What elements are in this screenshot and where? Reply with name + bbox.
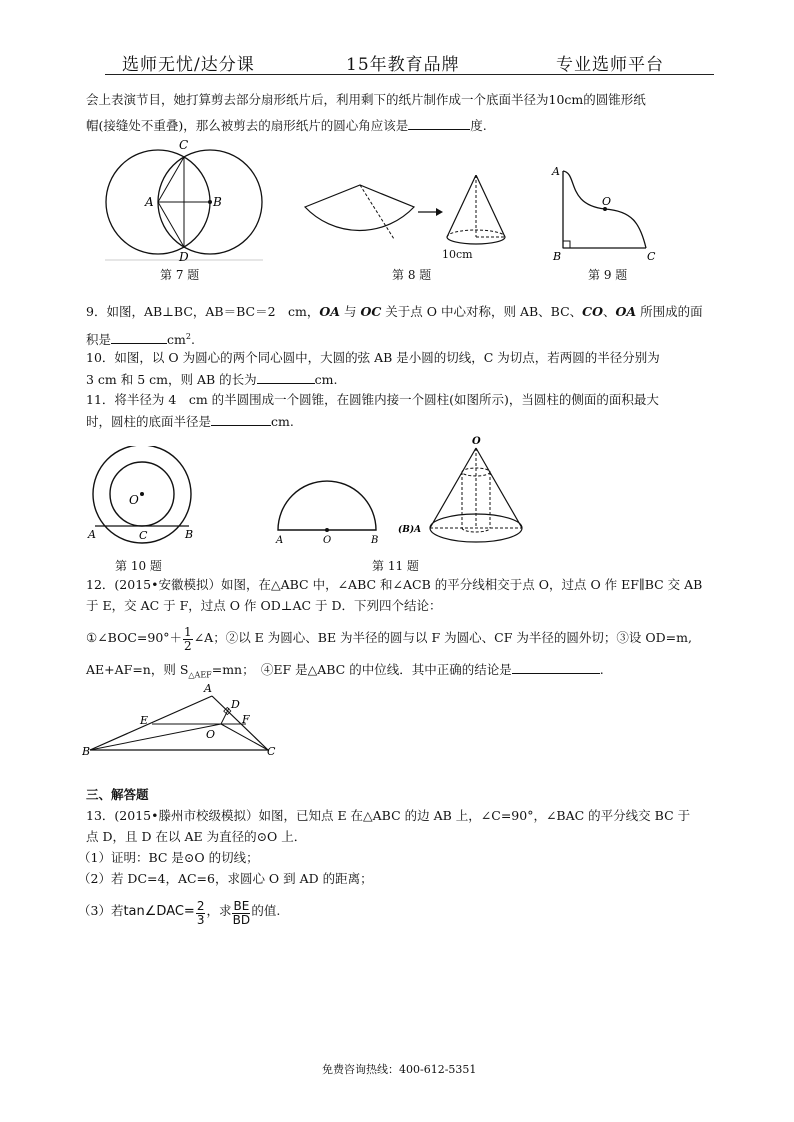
caption-fig7: 第 7 题 <box>160 268 200 282</box>
q9-line-1: 9．如图，AB⊥BC，AB＝BC＝2 cm，OA 与 OC 关于点 O 中心对称，则 AB、BC、CO、OA 所围成的面 <box>86 304 703 319</box>
fig10-center-o <box>140 492 144 496</box>
figure-11 <box>270 475 385 545</box>
fig11-center-o <box>325 528 329 532</box>
fig10-label-c: C <box>139 529 148 542</box>
cone-label-o: O <box>472 436 481 447</box>
q12-line-2: 于 E，交 AC 于 F，过点 O 作 OD⊥AC 于 D．下列四个结论： <box>86 598 442 613</box>
header-left: 选师无忧/达分课 <box>122 55 255 75</box>
fig7-segment-ad <box>158 202 184 247</box>
q13-part-1: （1）证明：BC 是⊙O 的切线； <box>78 850 259 865</box>
figure-9 <box>548 163 658 263</box>
fig8-arrow-head <box>436 208 443 216</box>
footer-hotline: 免费咨询热线：400-612-5351 <box>322 1063 477 1076</box>
fig12-segment-bo <box>90 724 221 750</box>
fig7-label-a: A <box>145 195 154 209</box>
fig10-label-a: A <box>88 528 96 541</box>
figure-10 <box>84 446 204 546</box>
fig7-label-c: C <box>179 138 189 152</box>
figure-7 <box>105 134 265 264</box>
q10-line-1: 10．如图，以 O 为圆心的两个同心圆中，大圆的弦 AB 是小圆的切线，C 为切点，若两圆的半径分别为 <box>86 350 660 365</box>
fig12-label-d: D <box>231 698 240 711</box>
fig12-label-a: A <box>204 682 212 695</box>
figure-12 <box>82 682 282 758</box>
section-3-title: 三、解答题 <box>86 787 149 802</box>
fig11-semicircle <box>278 481 376 530</box>
q12-line-1: 12．(2015•安徽模拟）如图，在△ABC 中，∠ABC 和∠ACB 的平分线相交于点 O，过点 O 作 EF∥BC 交 AB <box>86 577 703 592</box>
fig7-label-d: D <box>179 250 189 264</box>
header-divider <box>105 74 714 75</box>
fig12-label-b: B <box>82 745 91 758</box>
q9-line-2: 积是 $cm^2$. <box>86 332 195 348</box>
fig9-label-o: O <box>602 195 612 208</box>
fig9-right-angle <box>563 241 570 248</box>
fig10-label-b: B <box>185 528 194 541</box>
fig8-cone-right <box>476 175 505 237</box>
fig12-label-e: E <box>140 714 149 727</box>
fig8-label-radius: 10cm <box>442 248 473 261</box>
fig12-side-ab <box>90 696 212 750</box>
q13-line-1: 13．(2015•滕州市校级模拟）如图，已知点 E 在△ABC 的边 AB 上，∠C=90°，∠BAC 的平分线交 BC 于 <box>86 808 691 823</box>
caption-fig11: 第 11 题 <box>372 559 419 573</box>
fig8-cone-left <box>447 175 476 237</box>
caption-fig8: 第 8 题 <box>392 268 432 282</box>
fig9-label-a: A <box>552 165 560 178</box>
fig10-label-o: O <box>129 493 139 507</box>
q12-line-4: AE+AF=n，则 $S_{\triangle AEF}=mn$； ④EF 是△ABC 的中位线．其中正确的结论是 . <box>86 662 604 680</box>
intro-line-1: 会上表演节目，她打算剪去部分扇形纸片后，利用剩下的纸片制作成一个底面半径为10cm的圆锥形纸 <box>86 92 646 107</box>
fig8-sector <box>305 185 414 230</box>
fig7-label-b: B <box>213 195 222 209</box>
fig12-label-f: F <box>242 713 250 726</box>
cylinder-bottom <box>462 528 490 532</box>
caption-fig10: 第 10 题 <box>115 559 162 573</box>
q11-line-2: 时，圆柱的底面半径是 cm. <box>86 414 294 429</box>
fig9-label-c: C <box>647 250 656 263</box>
fig7-segment-ac <box>158 157 184 202</box>
fig11-label-a: A <box>276 535 284 545</box>
fig12-segment-od <box>221 708 229 724</box>
fig9-label-b: B <box>553 250 562 263</box>
fig11-label-b: B <box>371 535 379 545</box>
q10-line-2: 3 cm 和 5 cm，则 AB 的长为 cm. <box>86 372 338 387</box>
header-right: 专业选师平台 <box>556 55 664 75</box>
q12-line-3: ①∠BOC=90°＋ $\frac{1}{2}$ ∠A；②以 E 为圆心、BE 为半径的圆与以 F 为圆心、CF 为半径的圆外切；③设 OD=m, <box>86 625 692 653</box>
q13-part-2: （2）若 DC=4，AC=6，求圆心 O 到 AD 的距离； <box>78 871 373 886</box>
intro-line-2: 帽(接缝处不重叠)，那么被剪去的扇形纸片的圆心角应该是 度. <box>86 118 487 133</box>
q13-part-3: （3）若tan∠DAC= $\frac{2}{3}$ ，求 $\frac{BE}{BD}$ 的值. <box>78 899 281 927</box>
q13-line-2: 点 D，且 D 在以 AE 为直径的⊙O 上． <box>86 829 307 844</box>
fig12-label-o: O <box>206 728 216 741</box>
figure-cone-cylinder <box>398 432 548 554</box>
caption-fig9: 第 9 题 <box>588 268 628 282</box>
fig8-cut-line <box>360 185 394 239</box>
figure-8 <box>300 175 510 260</box>
q11-line-1: 11．将半径为 4 cm 的半圆围成一个圆锥，在圆锥内接一个圆柱(如图所示)，当圆柱的侧面的面积最大 <box>86 392 659 407</box>
fig8-cone-base-front <box>447 237 505 244</box>
fig12-side-ac <box>212 696 268 750</box>
fig7-point-b <box>208 200 212 204</box>
cone-label-ba: (B)A <box>398 525 422 535</box>
header-center: 15年教育品牌 <box>346 55 460 75</box>
fig12-label-c: C <box>267 745 276 758</box>
fig11-label-o: O <box>323 535 332 545</box>
